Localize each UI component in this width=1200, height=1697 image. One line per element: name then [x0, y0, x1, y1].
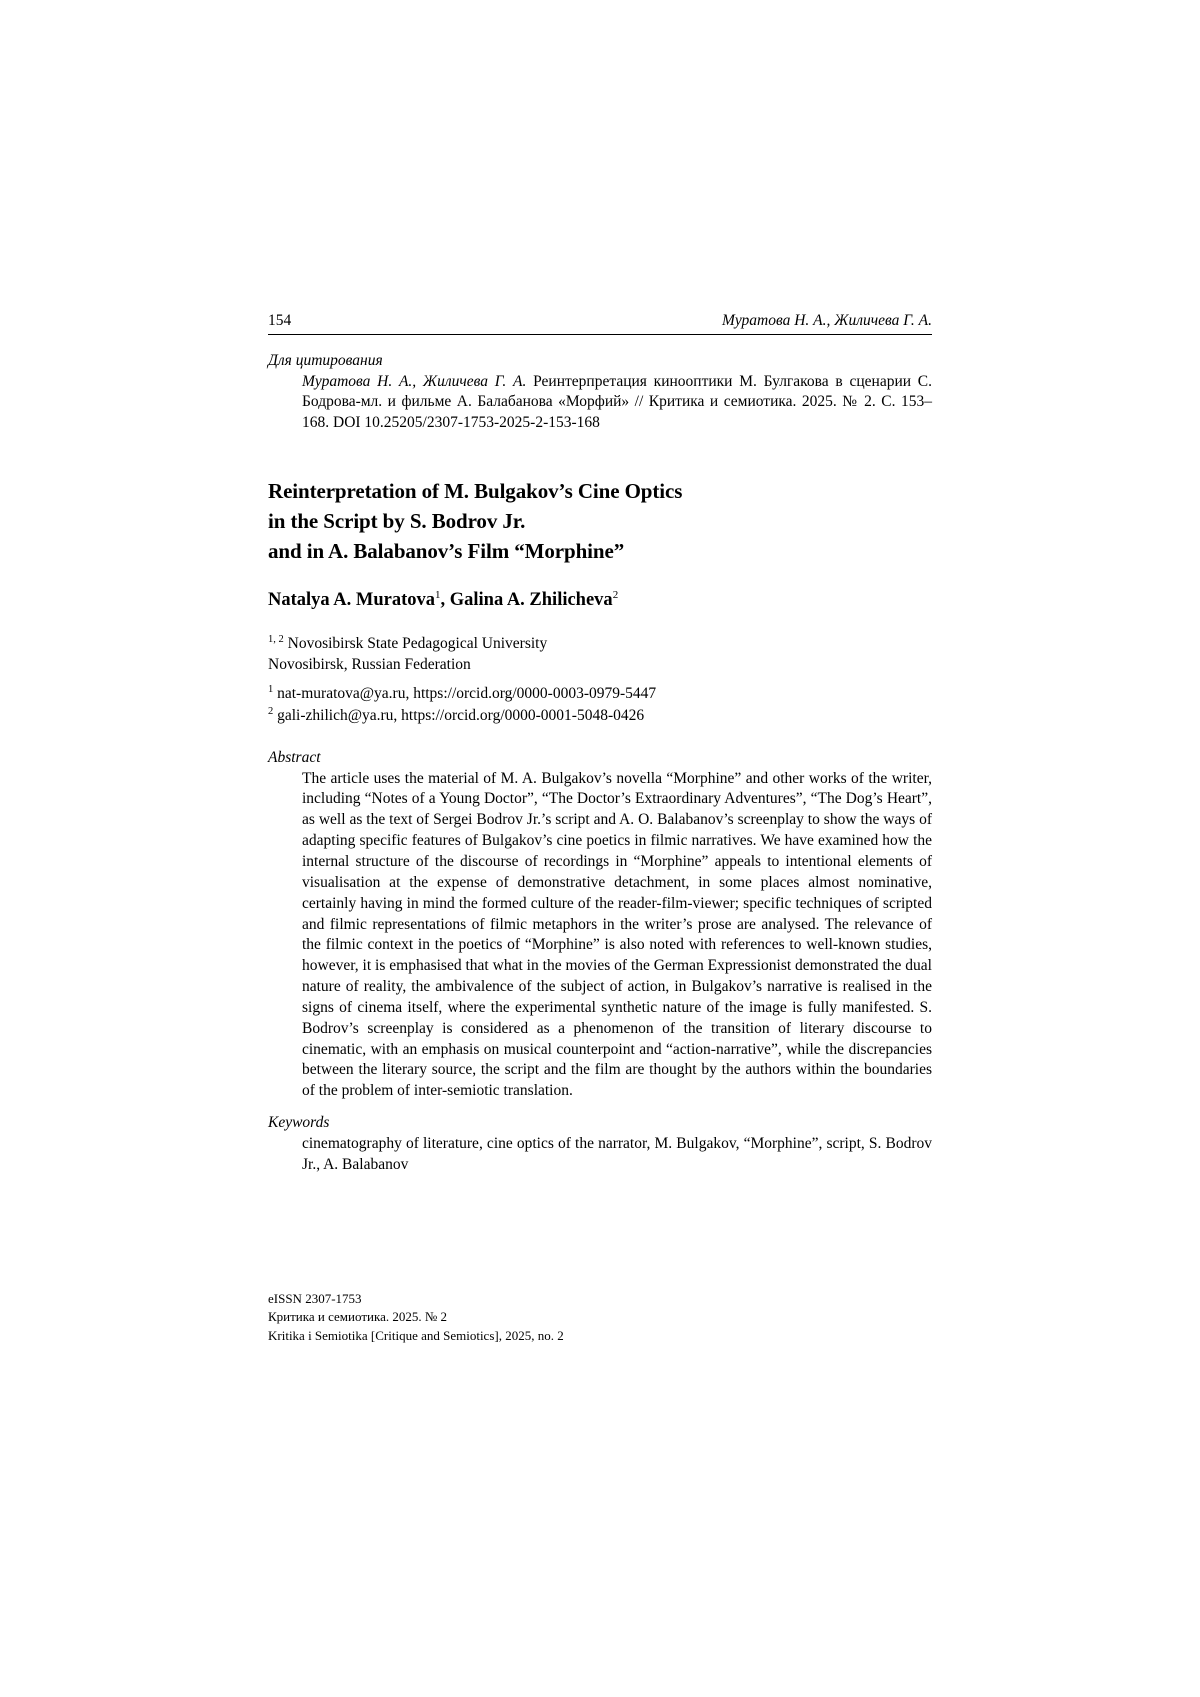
page-content — [268, 312, 932, 1176]
author-1-name: Natalya A. Muratova — [268, 589, 435, 610]
title-line-3: and in A. Balabanov’s Film “Morphine” — [268, 538, 625, 563]
affiliation-institution-line — [268, 633, 932, 655]
keywords-label: Keywords — [268, 1114, 330, 1132]
citation-body — [302, 372, 932, 433]
contact-line-1 — [268, 683, 932, 705]
author-contacts — [268, 683, 932, 727]
contact-line-2 — [268, 705, 932, 727]
contact-1-marker: 1 — [268, 683, 274, 695]
contact-2-marker: 2 — [268, 705, 274, 717]
byline — [268, 589, 932, 611]
running-head-authors: Муратова Н. А., Жиличева Г. А. — [721, 312, 932, 329]
citation-text: Реинтерпретация кинооптики М. Булгакова в сценарии С. Бодрова-мл. и фильме А. Балабанова «Морфий» // Критика и семиотика. 2025. № 2. С. 153–168. DOI 10.25205/2307-1753-2025-2-153-168 — [302, 373, 932, 431]
affiliation — [268, 633, 932, 676]
citation-authors: Муратова Н. А., Жиличева Г. А. — [302, 373, 527, 390]
footer-journal-en: Kritika i Semiotika [Critique and Semiotics], 2025, no. 2 — [268, 1327, 564, 1343]
title-line-2: in the Script by S. Bodrov Jr. — [268, 509, 526, 534]
page-footer — [268, 1290, 932, 1345]
abstract-label: Abstract — [268, 748, 321, 766]
abstract-text: The article uses the material of M. A. Bulgakov’s novella “Morphine” and other works of the writer, including “Notes of a Young Doctor”, “The Doctor’s Extraordinary Adventures”, “The Dog’s Heart”, as well as the text of Sergei Bodrov Jr.’s script and A. O. Balabanov’s screenplay to show the ways of adapting specific features of Bulgakov’s cine poetics in filmic narratives. We have examined how the internal structure of the discourse of recordings in “Morphine” appeals to intentional elements of visualisation at the expense of demonstrative detachment, in some places almost nominative, certainly having in mind the formed culture of the reader-film-viewer; specific techniques of scripted and filmic representations of filmic metaphors in the writer’s prose are analysed. The relevance of the filmic context in the poetics of “Morphine” is also noted with references to well-known studies, however, it is emphasised that what in the movies of the German Expressionist demonstrated the dual nature of reality, the ambivalence of the subject of action, in Bulgakov’s narrative is realised in the signs of cinema itself, where the experimental synthetic nature of the image is fully manifested. S. Bodrov’s screenplay is considered as a phenomenon of the transition of literary discourse to cinematic, with an emphasis on musical counterpoint and “action-narrative”, while the discrepancies between the literary source, the script and the film are thought by the authors within the boundaries of the problem of inter-semiotic translation. — [302, 769, 932, 1100]
keywords-text: cinematography of literature, cine optics of the narrator, M. Bulgakov, “Morphine”, script, S. Bodrov Jr., A. Balabanov — [302, 1135, 932, 1173]
affiliation-institution: Novosibirsk State Pedagogical University — [287, 635, 548, 653]
page-title — [268, 477, 932, 566]
citation-label: Для цитирования — [268, 352, 383, 369]
byline-separator: , — [440, 589, 450, 610]
citation-block — [268, 352, 932, 433]
author-2-affiliation-marker: 2 — [612, 588, 619, 601]
footer-eissn: eISSN 2307-1753 — [268, 1291, 362, 1306]
footer-journal-ru: Критика и семиотика. 2025. № 2 — [268, 1309, 448, 1325]
page-number: 154 — [268, 312, 292, 329]
title-line-1: Reinterpretation of M. Bulgakov’s Cine Optics — [268, 479, 683, 504]
running-head — [268, 312, 932, 335]
contact-1-text[interactable]: nat-muratova@ya.ru, https://orcid.org/0000-0003-0979-5447 — [277, 685, 657, 703]
author-2-name: Galina A. Zhilicheva — [449, 589, 613, 610]
affiliation-marker: 1, 2 — [268, 633, 284, 645]
contact-2-text[interactable]: gali-zhilich@ya.ru, https://orcid.org/0000-0001-5048-0426 — [277, 706, 645, 724]
author-1-affiliation-marker: 1 — [435, 588, 441, 601]
affiliation-city: Novosibirsk, Russian Federation — [268, 656, 471, 674]
